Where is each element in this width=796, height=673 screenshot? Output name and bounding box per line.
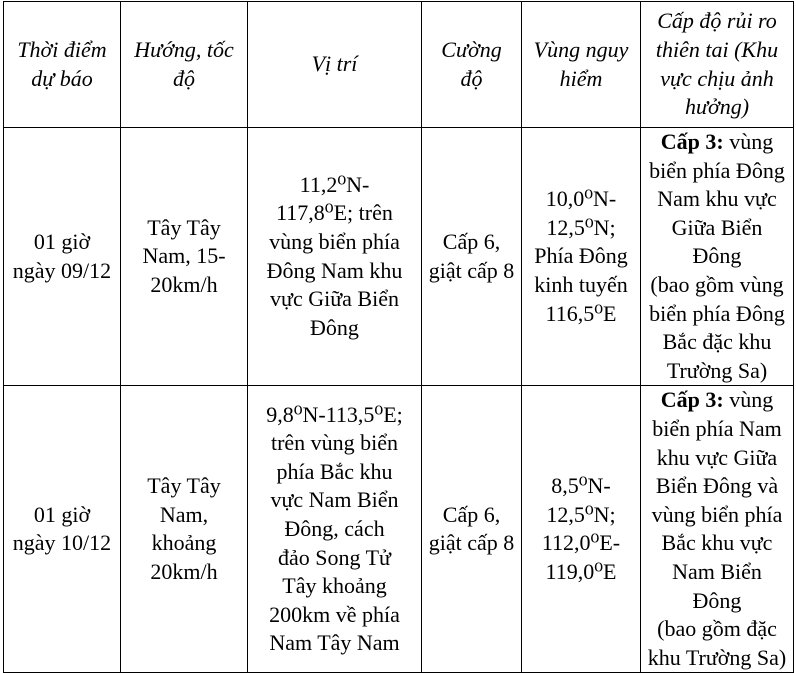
header-forecast-time: Thời điểm dự báo <box>4 2 121 128</box>
cell-position: 9,8⁰N-113,5⁰E; trên vùng biển phía Bắc khu vực Nam Biển Đông, cách đảo Song Tử Tây khoảng 200km về phía Nam Tây Nam <box>248 386 422 673</box>
header-intensity: Cường độ <box>422 2 522 128</box>
header-position: Vị trí <box>248 2 422 128</box>
cell-direction-speed: Tây Tây Nam, khoảng 20km/h <box>121 386 248 673</box>
cell-risk-level <box>641 128 794 386</box>
header-danger-zone: Vùng nguy hiểm <box>522 2 641 128</box>
cell-danger-zone: 8,5⁰N- 12,5⁰N; 112,0⁰E- 119,0⁰E <box>522 386 641 673</box>
header-direction-speed: Hướng, tốc độ <box>121 2 248 128</box>
cell-danger-zone: 10,0⁰N- 12,5⁰N; Phía Đông kinh tuyến 116,5⁰E <box>522 128 641 386</box>
cell-forecast-time: 01 giờ ngày 10/12 <box>4 386 121 673</box>
header-risk-level: Cấp độ rủi ro thiên tai (Khu vực chịu ảnh hưởng) <box>641 2 794 128</box>
forecast-table <box>3 1 794 673</box>
cell-intensity: Cấp 6, giật cấp 8 <box>422 386 522 673</box>
cell-intensity: Cấp 6, giật cấp 8 <box>422 128 522 386</box>
cell-direction-speed: Tây Tây Nam, 15- 20km/h <box>121 128 248 386</box>
risk-area-text: vùng biển phía Nam khu vực Giữa Biển Đông và vùng biển phía Bắc khu vực Nam Biển Đông (bao gồm đặc khu Trường Sa) <box>647 387 787 670</box>
risk-level-label: Cấp 3: <box>660 387 724 413</box>
risk-level-label: Cấp 3: <box>660 129 724 154</box>
table-row <box>4 386 794 673</box>
cell-forecast-time: 01 giờ ngày 09/12 <box>4 128 121 386</box>
risk-area-text: vùng biển phía Đông Nam khu vực Giữa Biển Đông (bao gồm vùng biển phía Đông Bắc đặc khu Trường Sa) <box>649 129 785 383</box>
table-row <box>4 128 794 386</box>
cell-risk-level <box>641 386 794 673</box>
cell-position: 11,2⁰N- 117,8⁰E; trên vùng biển phía Đông Nam khu vực Giữa Biển Đông <box>248 128 422 386</box>
table-header-row <box>4 2 794 128</box>
